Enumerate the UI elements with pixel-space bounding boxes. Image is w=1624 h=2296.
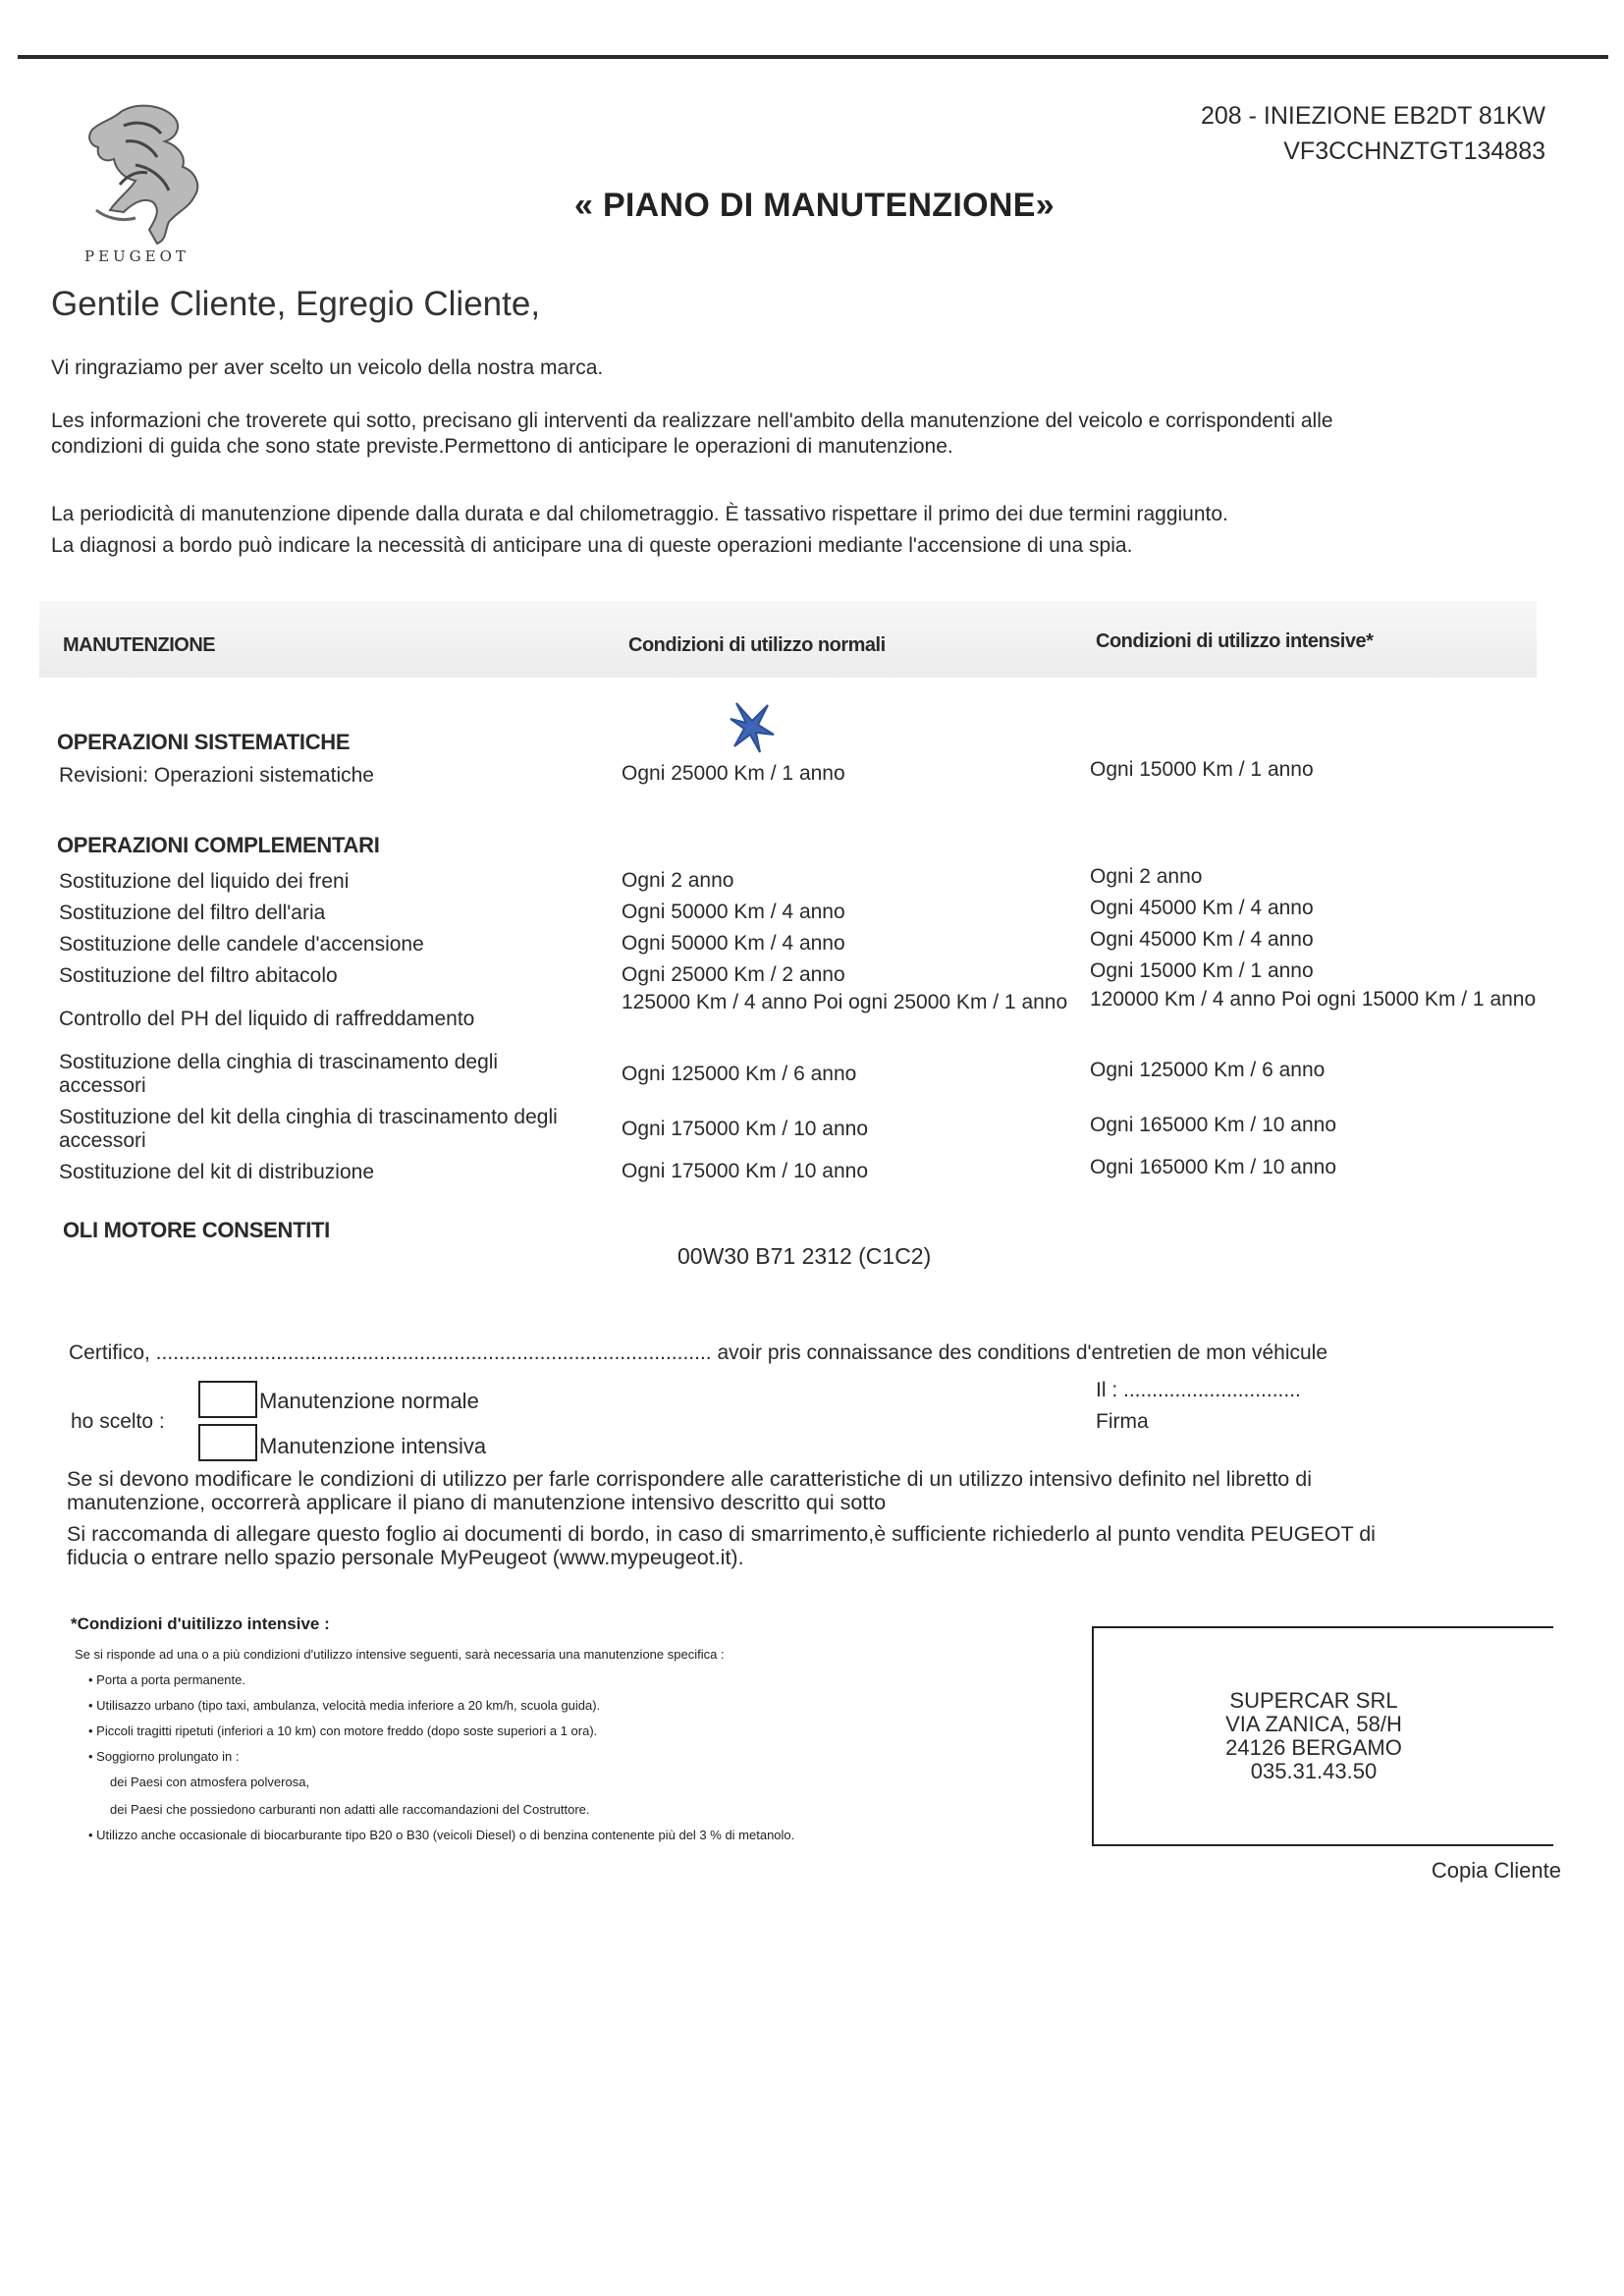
dealer-name: SUPERCAR SRL [1229, 1688, 1398, 1713]
row-label: Controllo del PH del liquido di raffreddamento [59, 1008, 475, 1030]
row-intensive: Ogni 165000 Km / 10 anno [1090, 1114, 1337, 1136]
advice-line-3: Si raccomanda di allegare questo foglio ai documenti di bordo, in caso di smarrimento,è sufficiente richiederlo al punto vendita PEUGEOT di [67, 1522, 1376, 1546]
info-line-1: Les informazioni che troverete qui sotto, precisano gli interventi da realizzare nell'ambito della manutenzione del veicolo e corrispondenti alle [51, 410, 1333, 432]
row-intensive: Ogni 45000 Km / 4 anno [1090, 928, 1314, 951]
note-bullet: • Utilizzo anche occasionale di biocarburante tipo B20 o B30 (veicoli Diesel) o di benzina contenente più del 3 % di metanolo. [88, 1828, 795, 1842]
col-header-maintenance: MANUTENZIONE [63, 634, 216, 656]
row-normal: Ogni 50000 Km / 4 anno [622, 901, 845, 923]
option-intensive-label: Manutenzione intensiva [259, 1434, 487, 1458]
row-label: Sostituzione del kit della cinghia di trascinamento degli accessori [59, 1106, 558, 1152]
advice-text [67, 1467, 1579, 1569]
note-bullet: • Porta a porta permanente. [88, 1672, 245, 1687]
row-intensive: Ogni 2 anno [1090, 865, 1203, 888]
notes-intro: Se si risponde ad una o a più condizioni d'utilizzo intensive seguenti, sarà necessaria una manutenzione specifica : [75, 1647, 725, 1662]
row-normal: Ogni 2 anno [622, 869, 734, 892]
row-intensive: 120000 Km / 4 anno Poi ogni 15000 Km / 1 anno [1090, 988, 1537, 1011]
vehicle-model: 208 - INIEZIONE EB2DT 81KW [1200, 102, 1545, 130]
oil-spec: 00W30 B71 2312 (C1C2) [677, 1243, 932, 1269]
brand-wordmark: PEUGEOT [84, 247, 189, 265]
row-intensive: Ogni 125000 Km / 6 anno [1090, 1059, 1326, 1081]
info-text [51, 409, 1563, 460]
row-normal: Ogni 50000 Km / 4 anno [622, 932, 845, 955]
note-bullet: • Soggiorno prolungato in : [88, 1749, 240, 1764]
document-title: « PIANO DI MANUTENZIONE» [574, 187, 1055, 224]
periodicity-line-2: La diagnosi a bordo può indicare la necessità di anticipare una di queste operazioni mediante l'accensione di una spia. [51, 534, 1133, 557]
dealer-phone: 035.31.43.50 [1250, 1759, 1378, 1783]
periodicity-text [51, 499, 1563, 562]
row-normal: Ogni 125000 Km / 6 anno [622, 1063, 857, 1085]
checkbox-normal[interactable] [198, 1381, 257, 1418]
advice-line-1: Se si devono modificare le condizioni di utilizzo per farle corrispondere alle caratteristiche di un utilizzo intensivo definito nel libretto di [67, 1467, 1312, 1491]
vehicle-info [1201, 98, 1545, 169]
row-normal: Ogni 25000 Km / 2 anno [622, 963, 845, 986]
section-systematic: OPERAZIONI SISTEMATICHE [57, 730, 351, 754]
date-field: Il : ............................... [1096, 1379, 1301, 1401]
note-sub-bullet: dei Paesi che possiedono carburanti non adatti alle raccomandazioni del Costruttore. [110, 1802, 590, 1817]
signature-label: Firma [1096, 1410, 1149, 1433]
row-label: Sostituzione delle candele d'accensione [59, 933, 424, 956]
chosen-label: ho scelto : [71, 1410, 165, 1433]
vehicle-vin: VF3CCHNZTGT134883 [1283, 137, 1545, 165]
col-header-normal: Condizioni di utilizzo normali [628, 634, 886, 656]
row-label: Sostituzione della cinghia di trascinamento degli accessori [59, 1051, 499, 1097]
row-intensive: Ogni 15000 Km / 1 anno [1090, 758, 1314, 781]
col-header-intensive: Condizioni di utilizzo intensive* [1096, 630, 1374, 652]
checkbox-intensive[interactable] [198, 1424, 257, 1461]
dealer-city: 24126 BERGAMO [1225, 1735, 1402, 1760]
note-bullet: • Utilisazzo urbano (tipo taxi, ambulanza, velocità media inferiore a 20 km/h, scuola guida). [88, 1698, 601, 1713]
lion-icon [67, 102, 224, 249]
row-normal: Ogni 175000 Km / 10 anno [622, 1118, 869, 1140]
dealer-street: VIA ZANICA, 58/H [1225, 1712, 1402, 1736]
row-intensive: Ogni 45000 Km / 4 anno [1090, 897, 1314, 919]
row-intensive: Ogni 165000 Km / 10 anno [1090, 1156, 1337, 1178]
certification-line: Certifico, ................................................................................................. avoir pris connaissance des conditions d'entretien de mon véhicule [69, 1341, 1328, 1364]
row-normal: Ogni 25000 Km / 1 anno [622, 762, 845, 785]
note-bullet: • Piccoli tragitti ripetuti (inferiori a 10 km) con motore freddo (dopo soste superiori a 1 ora). [88, 1723, 598, 1738]
row-label: Sostituzione del liquido dei freni [59, 870, 350, 893]
advice-line-4: fiducia o entrare nello spazio personale MyPeugeot (www.mypeugeot.it). [67, 1546, 744, 1569]
row-normal: Ogni 175000 Km / 10 anno [622, 1160, 869, 1182]
row-label: Sostituzione del filtro abitacolo [59, 964, 338, 987]
notes-title: *Condizioni d'uitilizzo intensive : [71, 1614, 330, 1633]
row-label: Sostituzione del filtro dell'aria [59, 902, 326, 924]
advice-line-2: manutenzione, occorrerà applicare il piano di manutenzione intensivo descritto qui sotto [67, 1491, 887, 1514]
option-normal-label: Manutenzione normale [259, 1389, 479, 1413]
periodicity-line-1: La periodicità di manutenzione dipende dalla durata e dal chilometraggio. È tassativo rispettare il primo dei due termini raggiunto. [51, 503, 1228, 525]
row-label: Revisioni: Operazioni sistematiche [59, 764, 374, 787]
section-oils: OLI MOTORE CONSENTITI [63, 1218, 330, 1242]
greeting: Gentile Cliente, Egregio Cliente, [51, 285, 541, 323]
thanks-text: Vi ringraziamo per aver scelto un veicolo della nostra marca. [51, 356, 604, 379]
section-complementary: OPERAZIONI COMPLEMENTARI [57, 833, 380, 857]
row-intensive: Ogni 15000 Km / 1 anno [1090, 959, 1314, 982]
top-rule [18, 55, 1608, 59]
peugeot-logo [67, 102, 224, 269]
copy-label: Copia Cliente [1431, 1858, 1561, 1883]
row-label: Sostituzione del kit di distribuzione [59, 1161, 375, 1183]
row-normal: 125000 Km / 4 anno Poi ogni 25000 Km / 1 anno [622, 991, 1068, 1013]
note-sub-bullet: dei Paesi con atmosfera polverosa, [110, 1775, 310, 1789]
ink-stamp-icon [729, 699, 778, 754]
info-line-2: condizioni di guida che sono state previste.Permettono di anticipare le operazioni di manutenzione. [51, 435, 953, 458]
